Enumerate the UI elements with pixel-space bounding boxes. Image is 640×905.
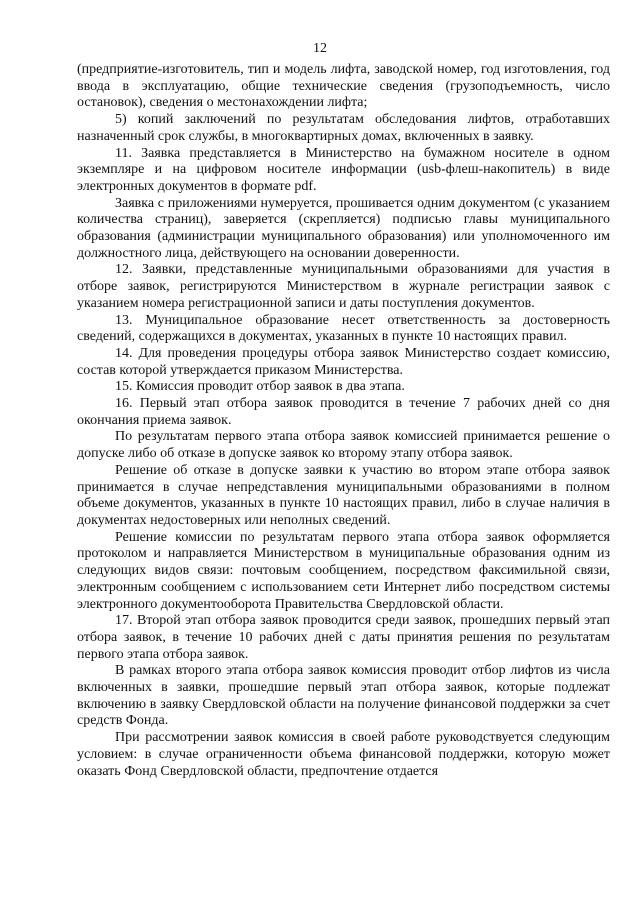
paragraph-5: 12. Заявки, представленные муниципальными образованиями для участия в отборе заявок, регистрируются Министерством в журнале регистрации заявок с указанием номера регистрационной записи и даты поступления документов. bbox=[77, 262, 610, 311]
paragraph-14: В рамках второго этапа отбора заявок комиссия проводит отбор лифтов из числа включенных в заявки, прошедшие первый этап отбора заявок, которые подлежат включению в заявку Свердловской области на получение финансовой поддержки за счет средств Фонда. bbox=[77, 663, 610, 729]
paragraph-8: 15. Комиссия проводит отбор заявок в два этапа. bbox=[115, 379, 405, 395]
paragraph-15: При рассмотрении заявок комиссия в своей работе руководствуется следующим условием: в случае ограниченности объема финансовой поддержки, которую может оказать Фонд Свердловской области, предпочтение отдается bbox=[77, 730, 610, 779]
paragraph-12: Решение комиссии по результатам первого этапа отбора заявок оформляется протоколом и направляется Министерством в муниципальные образования одним из следующих видов связи: почтовым сообщением, посредством факсимильной связи, электронным сообщением с использованием сети Интернет либо посредством системы электронного документооборота Правительства Свердловской области. bbox=[77, 529, 610, 612]
paragraph-2: 5) копий заключений по результатам обследования лифтов, отработавших назначенный срок службы, в многоквартирных домах, включенных в заявку. bbox=[77, 112, 610, 144]
paragraph-11: Решение об отказе в допуске заявки к участию во втором этапе отбора заявок принимается в случае непредставления муниципальными образованиями в полном объеме документов, указанных в пункте 10 настоящих правил, либо в случае наличия в документах недостоверных или неполных сведений. bbox=[77, 462, 610, 528]
paragraph-4: Заявка с приложениями нумеруется, прошивается одним документом (с указанием количества страниц), заверяется (скрепляется) подписью главы муниципального образования (администрации муниципального образования) или уполномоченного им должностного лица, действующего на основании доверенности. bbox=[77, 195, 610, 261]
paragraph-3: 11. Заявка представляется в Министерство на бумажном носителе в одном экземпляре и на цифровом носителе информации (usb-флеш-накопитель) в виде электронных документов в формате pdf. bbox=[77, 145, 610, 194]
paragraph-13: 17. Второй этап отбора заявок проводится среди заявок, прошедших первый этап отбора заявок, в течение 10 рабочих дней с даты принятия решения по результатам первого этапа отбора заявок. bbox=[77, 613, 610, 662]
paragraph-7: 14. Для проведения процедуры отбора заявок Министерство создает комиссию, состав которой утверждается приказом Министерства. bbox=[77, 345, 610, 378]
paragraph-9: 16. Первый этап отбора заявок проводится в течение 7 рабочих дней со дня окончания приема заявок. bbox=[77, 396, 610, 428]
paragraph-1: (предприятие-изготовитель, тип и модель лифта, заводской номер, год изготовления, год ввода в эксплуатацию, общие технические сведения (грузоподъемность, число остановок), сведения о местонахождении лифта; bbox=[77, 62, 610, 111]
document-body bbox=[77, 62, 610, 780]
paragraph-6: 13. Муниципальное образование несет ответственность за достоверность сведений, содержащихся в документах, указанных в пункте 10 настоящих правил. bbox=[77, 312, 610, 345]
page-number: 12 bbox=[313, 41, 327, 56]
paragraph-10: По результатам первого этапа отбора заявок комиссией принимается решение о допуске либо об отказе в допуске заявок ко второму этапу отбора заявок. bbox=[77, 429, 610, 462]
